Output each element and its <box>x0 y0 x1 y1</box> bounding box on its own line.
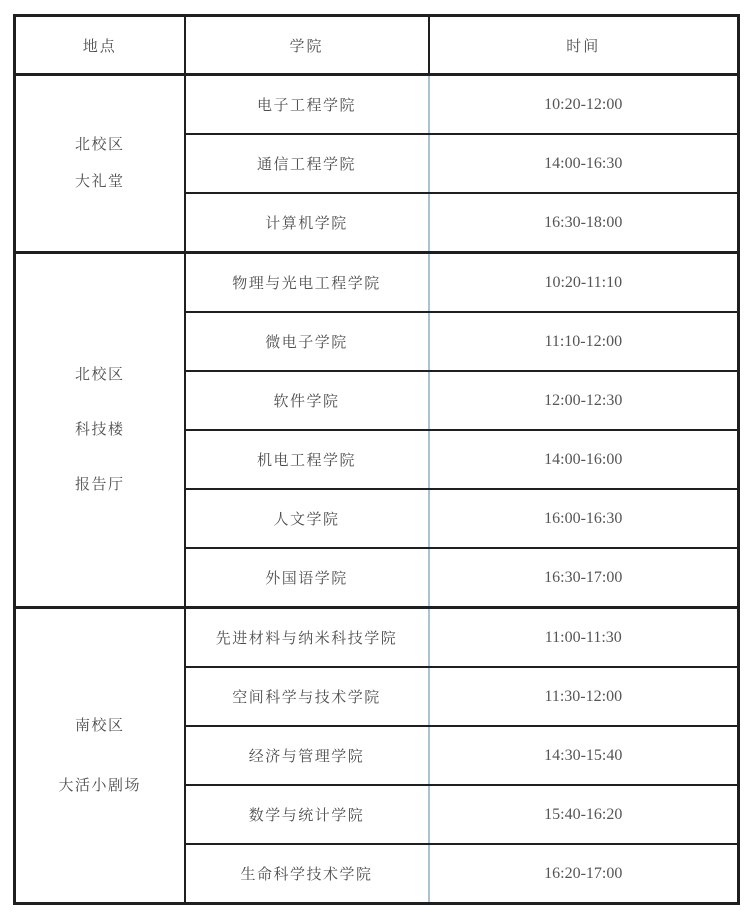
time-cell: 14:00-16:30 <box>429 134 739 193</box>
location-cell-north-hall <box>15 75 185 253</box>
college-cell: 计算机学院 <box>185 193 429 253</box>
time-cell: 16:30-17:00 <box>429 548 739 608</box>
location-lines <box>16 609 184 902</box>
college-cell: 机电工程学院 <box>185 430 429 489</box>
college-cell: 物理与光电工程学院 <box>185 253 429 313</box>
location-line: 北校区 <box>74 366 125 383</box>
time-cell: 11:30-12:00 <box>429 667 739 726</box>
location-line: 大礼堂 <box>74 173 125 190</box>
time-cell: 11:00-11:30 <box>429 608 739 668</box>
time-cell: 14:30-15:40 <box>429 726 739 785</box>
time-cell: 14:00-16:00 <box>429 430 739 489</box>
college-cell: 软件学院 <box>185 371 429 430</box>
location-cell-south-theater <box>15 608 185 904</box>
college-cell: 人文学院 <box>185 489 429 548</box>
table-row <box>15 608 739 668</box>
location-lines <box>16 76 184 251</box>
college-cell: 外国语学院 <box>185 548 429 608</box>
college-cell: 先进材料与纳米科技学院 <box>185 608 429 668</box>
location-line: 南校区 <box>74 716 125 734</box>
header-row <box>15 16 739 75</box>
header-time: 时间 <box>429 16 739 75</box>
time-cell: 15:40-16:20 <box>429 785 739 844</box>
time-cell: 16:30-18:00 <box>429 193 739 253</box>
college-cell: 数学与统计学院 <box>185 785 429 844</box>
location-lines <box>16 254 184 606</box>
college-cell: 电子工程学院 <box>185 75 429 135</box>
location-line: 北校区 <box>74 136 125 153</box>
time-cell: 11:10-12:00 <box>429 312 739 371</box>
time-cell: 12:00-12:30 <box>429 371 739 430</box>
location-line: 科技楼 <box>74 421 125 438</box>
header-location: 地点 <box>15 16 185 75</box>
college-cell: 空间科学与技术学院 <box>185 667 429 726</box>
college-cell: 微电子学院 <box>185 312 429 371</box>
location-line: 报告厅 <box>74 476 125 493</box>
table-row <box>15 253 739 313</box>
time-cell: 10:20-12:00 <box>429 75 739 135</box>
time-cell: 10:20-11:10 <box>429 253 739 313</box>
college-cell: 生命科学技术学院 <box>185 844 429 904</box>
college-cell: 通信工程学院 <box>185 134 429 193</box>
schedule-table <box>13 14 740 905</box>
time-cell: 16:00-16:30 <box>429 489 739 548</box>
table-body <box>15 75 739 904</box>
table-row <box>15 75 739 135</box>
header-college: 学院 <box>185 16 429 75</box>
location-line: 大活小剧场 <box>58 776 141 794</box>
table-header <box>15 16 739 75</box>
time-cell: 16:20-17:00 <box>429 844 739 904</box>
college-cell: 经济与管理学院 <box>185 726 429 785</box>
location-cell-north-tech <box>15 253 185 608</box>
